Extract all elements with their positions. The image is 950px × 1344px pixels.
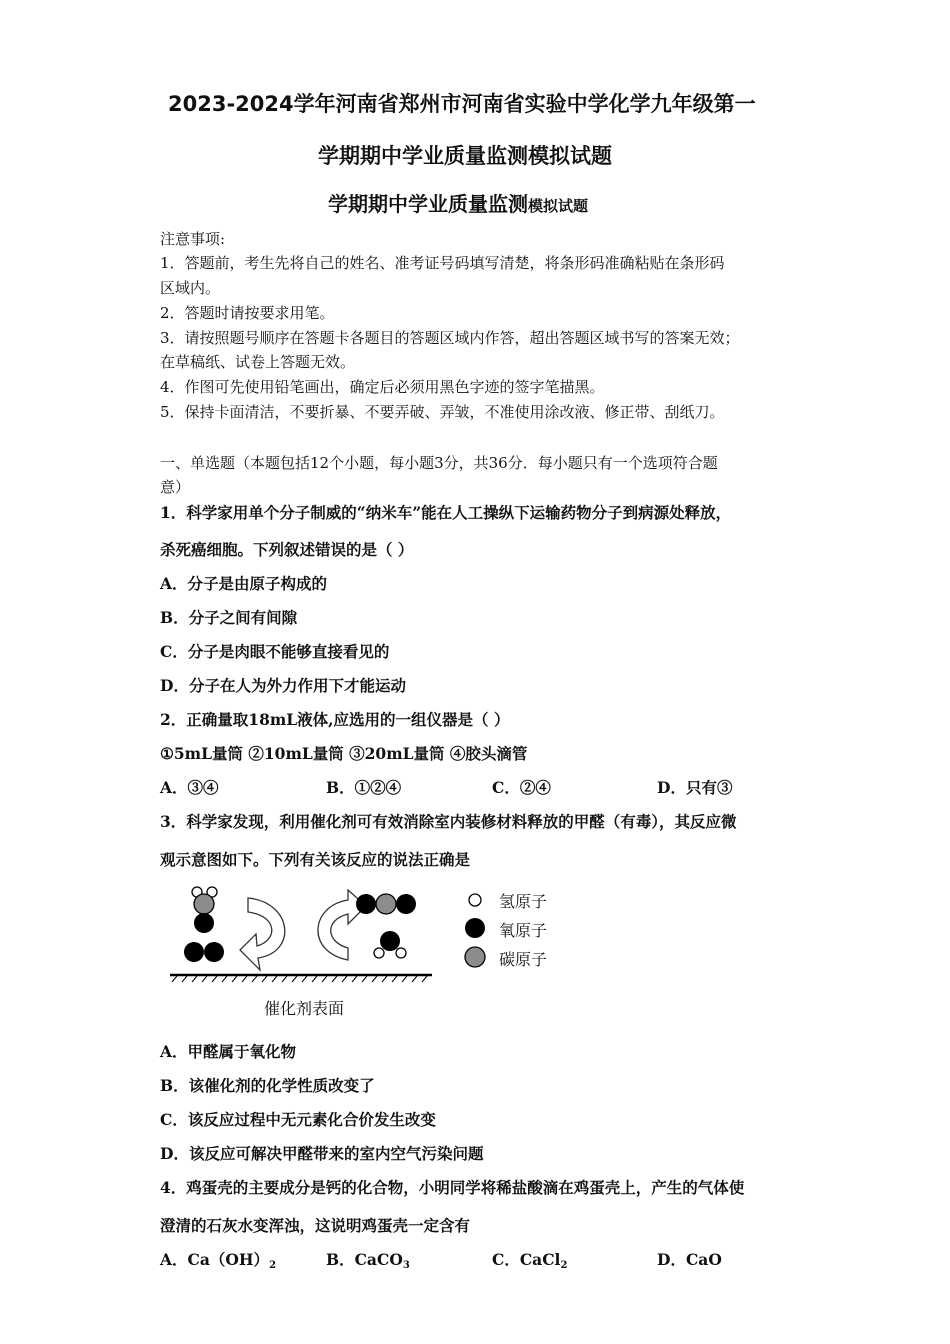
q3-option-d: D．该反应可解决甲醛带来的室内空气污染问题 xyxy=(160,1144,484,1163)
legend-oxygen-label: 氧原子 xyxy=(499,921,548,940)
oxygen-atom xyxy=(204,942,224,962)
q1-option-a: A．分子是由原子构成的 xyxy=(160,574,328,593)
q1-option-d: D．分子在人为外力作用下才能运动 xyxy=(160,676,406,695)
legend-carbon-label: 碳原子 xyxy=(499,950,548,969)
legend-carbon-icon xyxy=(465,947,485,967)
title-line-3-small: 模拟试题 xyxy=(528,197,589,215)
legend-hydrogen-label: 氢原子 xyxy=(499,892,548,911)
notes-item: 2．答题时请按要求用笔。 xyxy=(160,304,335,322)
notes-item: 5．保持卡面清洁，不要折暴、不要弄破、弄皱，不准使用涂改液、修正带、刮纸刀。 xyxy=(160,403,725,421)
q3-stem-line-1: 3．科学家发现，利用催化剂可有效消除室内装修材料释放的甲醛（有毒），其反应微 xyxy=(160,812,737,831)
q2-option-d: D．只有③ xyxy=(657,778,733,797)
q3-stem-line-2: 观示意图如下。下列有关该反应的说法正确是 xyxy=(160,850,471,869)
q2-instruments: ①5mL量筒 ②10mL量筒 ③20mL量筒 ④胶头滴管 xyxy=(160,744,528,763)
q2-stem: 2．正确量取18mL液体,应选用的一组仪器是（ ） xyxy=(160,710,510,729)
notes-item: 3．请按照题号顺序在答题卡各题目的答题区域内作答，超出答题区域书写的答案无效； xyxy=(160,329,740,347)
q2-option-c: C．②④ xyxy=(492,778,551,797)
q1-option-c: C．分子是肉眼不能够直接看见的 xyxy=(160,642,390,661)
legend-hydrogen-icon xyxy=(469,894,481,906)
q1-option-b: B．分子之间有间隙 xyxy=(160,608,298,627)
hydrogen-atom xyxy=(396,948,406,958)
hydrogen-atom xyxy=(374,948,384,958)
notes-item: 1．答题前，考生先将自己的姓名、准考证号码填写清楚，将条形码准确粘贴在条形码 xyxy=(160,254,725,272)
q4-stem-line-2: 澄清的石灰水变浑浊，这说明鸡蛋壳一定含有 xyxy=(160,1216,471,1235)
curved-arrow-icon xyxy=(240,898,285,970)
q4-stem-line-1: 4．鸡蛋壳的主要成分是钙的化合物，小明同学将稀盐酸滴在鸡蛋壳上，产生的气体使 xyxy=(160,1178,745,1197)
notes-item: 在草稿纸、试卷上答题无效。 xyxy=(160,353,356,371)
q4-option-b-subscript: 3 xyxy=(402,1260,410,1271)
catalyst-surface-label: 催化剂表面 xyxy=(264,999,345,1018)
oxygen-atom xyxy=(356,894,376,914)
q1-stem-line-1: 1．科学家用单个分子制威的“纳米车”能在人工操纵下运输药物分子到病源处释放， xyxy=(160,503,732,522)
title-line-3-main: 学期期中学业质量监测 xyxy=(328,192,528,216)
oxygen-molecule xyxy=(184,942,224,962)
q3-option-c: C．该反应过程中无元素化合价发生改变 xyxy=(160,1110,436,1129)
q4-option-a-subscript: 2 xyxy=(269,1260,277,1271)
title-line-1: 2023-2024学年河南省郑州市河南省实验中学化学九年级第一 xyxy=(168,92,756,116)
q4-option-b xyxy=(326,1248,410,1271)
legend-oxygen-icon xyxy=(465,918,485,938)
q1-stem-line-2: 杀死癌细胞。下列叙述错误的是（ ） xyxy=(160,540,414,559)
q3-option-a: A．甲醛属于氧化物 xyxy=(160,1042,297,1061)
q4-option-d: D．CaO xyxy=(657,1250,722,1269)
surface-hatching xyxy=(172,976,427,982)
q3-option-b: B．该催化剂的化学性质改变了 xyxy=(160,1076,375,1095)
notes-item: 4．作图可先使用铅笔画出，确定后必须用黑色字迹的签字笔描黑。 xyxy=(160,378,605,396)
q4-option-a xyxy=(160,1248,276,1271)
carbon-dioxide-molecule xyxy=(356,894,416,914)
q4-option-b-text: B．CaCO xyxy=(326,1250,403,1269)
section-heading-line-1: 一、单选题（本题包括12个小题，每小题3分，共36分．每小题只有一个选项符合题 xyxy=(160,454,718,472)
q4-option-c-subscript: 2 xyxy=(560,1260,568,1271)
oxygen-atom xyxy=(380,931,400,951)
q4-option-a-text: A．Ca（OH） xyxy=(160,1250,270,1269)
title-line-3 xyxy=(328,188,588,217)
carbon-atom xyxy=(194,894,214,914)
q4-option-c-text: C．CaCl xyxy=(492,1250,561,1269)
q4-option-c xyxy=(492,1248,567,1271)
section-heading-line-2: 意） xyxy=(160,478,191,496)
oxygen-atom xyxy=(194,913,214,933)
title-line-2: 学期期中学业质量监测模拟试题 xyxy=(318,144,612,168)
formaldehyde-molecule xyxy=(192,887,217,933)
oxygen-atom xyxy=(184,942,204,962)
q2-option-a: A．③④ xyxy=(160,778,219,797)
water-molecule xyxy=(374,931,406,958)
carbon-atom xyxy=(376,894,396,914)
notes-heading: 注意事项: xyxy=(160,230,226,248)
oxygen-atom xyxy=(396,894,416,914)
notes-item: 区域内。 xyxy=(160,279,221,297)
q2-option-b: B．①②④ xyxy=(326,778,402,797)
